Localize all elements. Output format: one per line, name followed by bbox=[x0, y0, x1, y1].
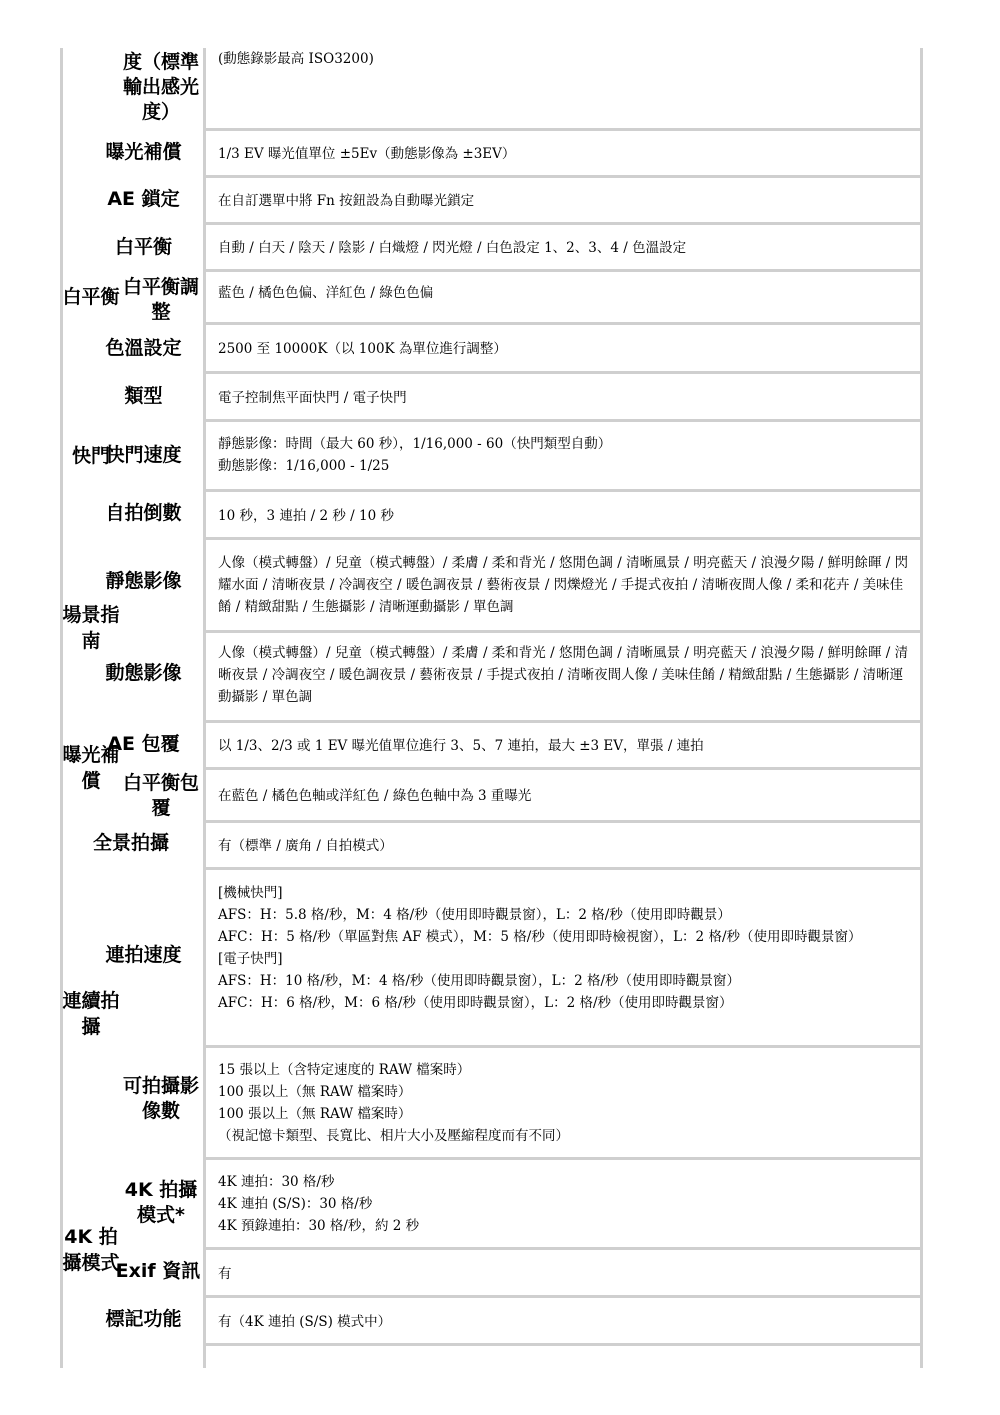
burst-count-line: （視記憶卡類型、長寬比、相片大小及壓縮程度而有不同） bbox=[218, 1128, 569, 1144]
row-label-ev: 曝光補償 bbox=[105, 141, 182, 163]
panorama-value: 有（標準 / 廣角 / 自拍模式） bbox=[218, 838, 393, 854]
burst-count-line: 15 張以上（含特定速度的 RAW 檔案時） bbox=[218, 1062, 471, 1078]
marker-value: 有（4K 連拍 (S/S) 模式中） bbox=[218, 1313, 392, 1330]
ae-bracket-value: 以 1/3、2/3 或 1 EV 曝光值單位進行 3、5、7 連拍，最大 ±3 EV，單張 / 連拍 bbox=[218, 738, 704, 754]
row-value-scene-still bbox=[203, 537, 923, 632]
row-label-iso: 度（標準輸出感光度） bbox=[122, 51, 199, 123]
row-label-exif: Exif 資訊 bbox=[115, 1260, 201, 1282]
row-label-marker: 標記功能 bbox=[105, 1308, 182, 1330]
row-value-burst-count bbox=[203, 1045, 923, 1159]
row-label-shutter-type: 類型 bbox=[124, 385, 163, 407]
wb-adjust-value: 藍色 / 橘色色偏、洋紅色 / 綠色色偏 bbox=[218, 285, 434, 301]
row-value-color-temp bbox=[203, 322, 923, 373]
exif-value: 有 bbox=[218, 1265, 232, 1282]
row-label-4k-photo: 4K 拍攝模式* bbox=[124, 1179, 198, 1226]
self-timer-value: 10 秒，3 連拍 / 2 秒 / 10 秒 bbox=[218, 507, 394, 524]
row-value-panorama bbox=[203, 820, 923, 869]
row-label-panorama: 全景拍攝 bbox=[92, 832, 169, 854]
category-white-balance: 白平衡 bbox=[62, 286, 120, 308]
row-value-empty bbox=[203, 1343, 923, 1368]
shutter-type-value: 電子控制焦平面快門 / 電子快門 bbox=[218, 389, 407, 406]
burst-speed-line: AFC：H：5 格/秒（單區對焦 AF 模式），M：5 格/秒（使用即時檢視窗），L：2 格/秒（使用即時觀景窗） bbox=[218, 929, 862, 945]
row-value-burst-speed bbox=[203, 867, 923, 1047]
row-label-color-temp: 色溫設定 bbox=[105, 337, 182, 359]
color-temp-value: 2500 至 10000K（以 100K 為單位進行調整） bbox=[218, 341, 507, 357]
row-value-ae-bracket bbox=[203, 720, 923, 769]
ev-value: 1/3 EV 曝光值單位 ±5Ev（動態影像為 ±3EV） bbox=[218, 146, 516, 162]
scene-movie-value: 人像（模式轉盤）/ 兒童（模式轉盤）/ 柔膚 / 柔和背光 / 悠閒色調 / 清晰風景 / 明亮藍天 / 浪漫夕陽 / 鮮明餘暉 / 清晰夜景 / 冷調夜空 / 暖色調夜景 / 藝術夜景 / 手提式夜拍 / 清晰夜間人像 / 美味佳餚 / 精緻甜點 / 生態攝影 / 清晰運動攝影 / 單色調 bbox=[218, 645, 909, 705]
row-value-self-timer bbox=[203, 489, 923, 539]
wb-bracket-value: 在藍色 / 橘色色軸或洋紅色 / 綠色色軸中為 3 重曝光 bbox=[218, 788, 532, 804]
shutter-speed-line: 靜態影像：時間（最大 60 秒），1/16,000 - 60（快門類型自動） bbox=[218, 436, 612, 452]
burst-speed-line: AFS：H：5.8 格/秒，M：4 格/秒（使用即時觀景窗），L：2 格/秒（使用即時觀景） bbox=[218, 907, 731, 923]
row-value-wb-adjust bbox=[203, 269, 923, 324]
category-shutter: 快門 bbox=[71, 445, 110, 467]
row-label-wb: 白平衡 bbox=[114, 236, 172, 258]
category-4k-photo: 4K 拍攝模式 bbox=[62, 1226, 120, 1274]
row-value-ae-lock bbox=[203, 175, 923, 224]
row-value-wb-bracket bbox=[203, 767, 923, 822]
row-label-wb-adjust: 白平衡調整 bbox=[122, 276, 199, 323]
row-value-marker bbox=[203, 1295, 923, 1345]
row-label-ae-bracket: AE 包覆 bbox=[107, 733, 180, 755]
row-value-iso bbox=[203, 48, 923, 130]
burst-speed-line: [電子快門] bbox=[218, 951, 283, 967]
row-value-ev bbox=[203, 128, 923, 177]
row-value-scene-movie bbox=[203, 630, 923, 722]
burst-speed-line: AFC：H：6 格/秒，M：6 格/秒（使用即時觀景窗），L：2 格/秒（使用即時觀景窗） bbox=[218, 995, 733, 1011]
iso-value: (動態錄影最高 ISO3200) bbox=[218, 51, 374, 67]
spec-table bbox=[60, 48, 923, 1368]
scene-still-value: 人像（模式轉盤）/ 兒童（模式轉盤）/ 柔膚 / 柔和背光 / 悠閒色調 / 清晰風景 / 明亮藍天 / 浪漫夕陽 / 鮮明餘暉 / 閃耀水面 / 清晰夜景 / 冷調夜空 / 暖色調夜景 / 藝術夜景 / 閃爍燈光 / 手提式夜拍 / 清晰夜間人像 / 柔和花卉 / 美味佳餚 / 精緻甜點 / 生態攝影 / 清晰運動攝影 / 單色調 bbox=[218, 555, 909, 615]
row-label-self-timer: 自拍倒數 bbox=[105, 502, 182, 524]
row-value-shutter-speed bbox=[203, 419, 923, 491]
burst-speed-line: [機械快門] bbox=[218, 885, 283, 901]
row-label-ae-lock: AE 鎖定 bbox=[107, 188, 180, 210]
category-scene-guide: 場景指南 bbox=[62, 604, 120, 652]
row-label-burst-count: 可拍攝影像數 bbox=[122, 1075, 199, 1122]
row-value-4k-photo bbox=[203, 1157, 923, 1249]
burst-speed-line: AFS：H：10 格/秒，M：4 格/秒（使用即時觀景窗），L：2 格/秒（使用即時觀景窗） bbox=[218, 973, 741, 989]
burst-count-line: 100 張以上（無 RAW 檔案時） bbox=[218, 1106, 412, 1122]
photo4k-line: 4K 連拍 (S/S)：30 格/秒 bbox=[218, 1196, 373, 1212]
row-label-scene-movie: 動態影像 bbox=[105, 662, 182, 684]
row-value-shutter-type bbox=[203, 371, 923, 421]
category-burst: 連續拍攝 bbox=[62, 990, 120, 1038]
row-label-scene-still: 靜態影像 bbox=[105, 570, 182, 592]
row-label-burst-speed: 連拍速度 bbox=[105, 944, 182, 966]
photo4k-line: 4K 連拍：30 格/秒 bbox=[218, 1174, 335, 1190]
row-label-shutter-speed: 快門速度 bbox=[105, 444, 182, 466]
row-value-exif bbox=[203, 1247, 923, 1297]
row-label-wb-bracket: 白平衡包覆 bbox=[122, 772, 199, 819]
row-value-wb bbox=[203, 222, 923, 271]
ae-lock-value: 在自訂選單中將 Fn 按鈕設為自動曝光鎖定 bbox=[218, 193, 475, 209]
wb-value: 自動 / 白天 / 陰天 / 陰影 / 白熾燈 / 閃光燈 / 白色設定 1、2、3、4 / 色溫設定 bbox=[218, 240, 687, 256]
burst-count-line: 100 張以上（無 RAW 檔案時） bbox=[218, 1084, 412, 1100]
category-bracket: 曝光補償 bbox=[62, 744, 120, 792]
photo4k-line: 4K 預錄連拍：30 格/秒，約 2 秒 bbox=[218, 1218, 420, 1234]
shutter-speed-line: 動態影像：1/16,000 - 1/25 bbox=[218, 458, 390, 474]
